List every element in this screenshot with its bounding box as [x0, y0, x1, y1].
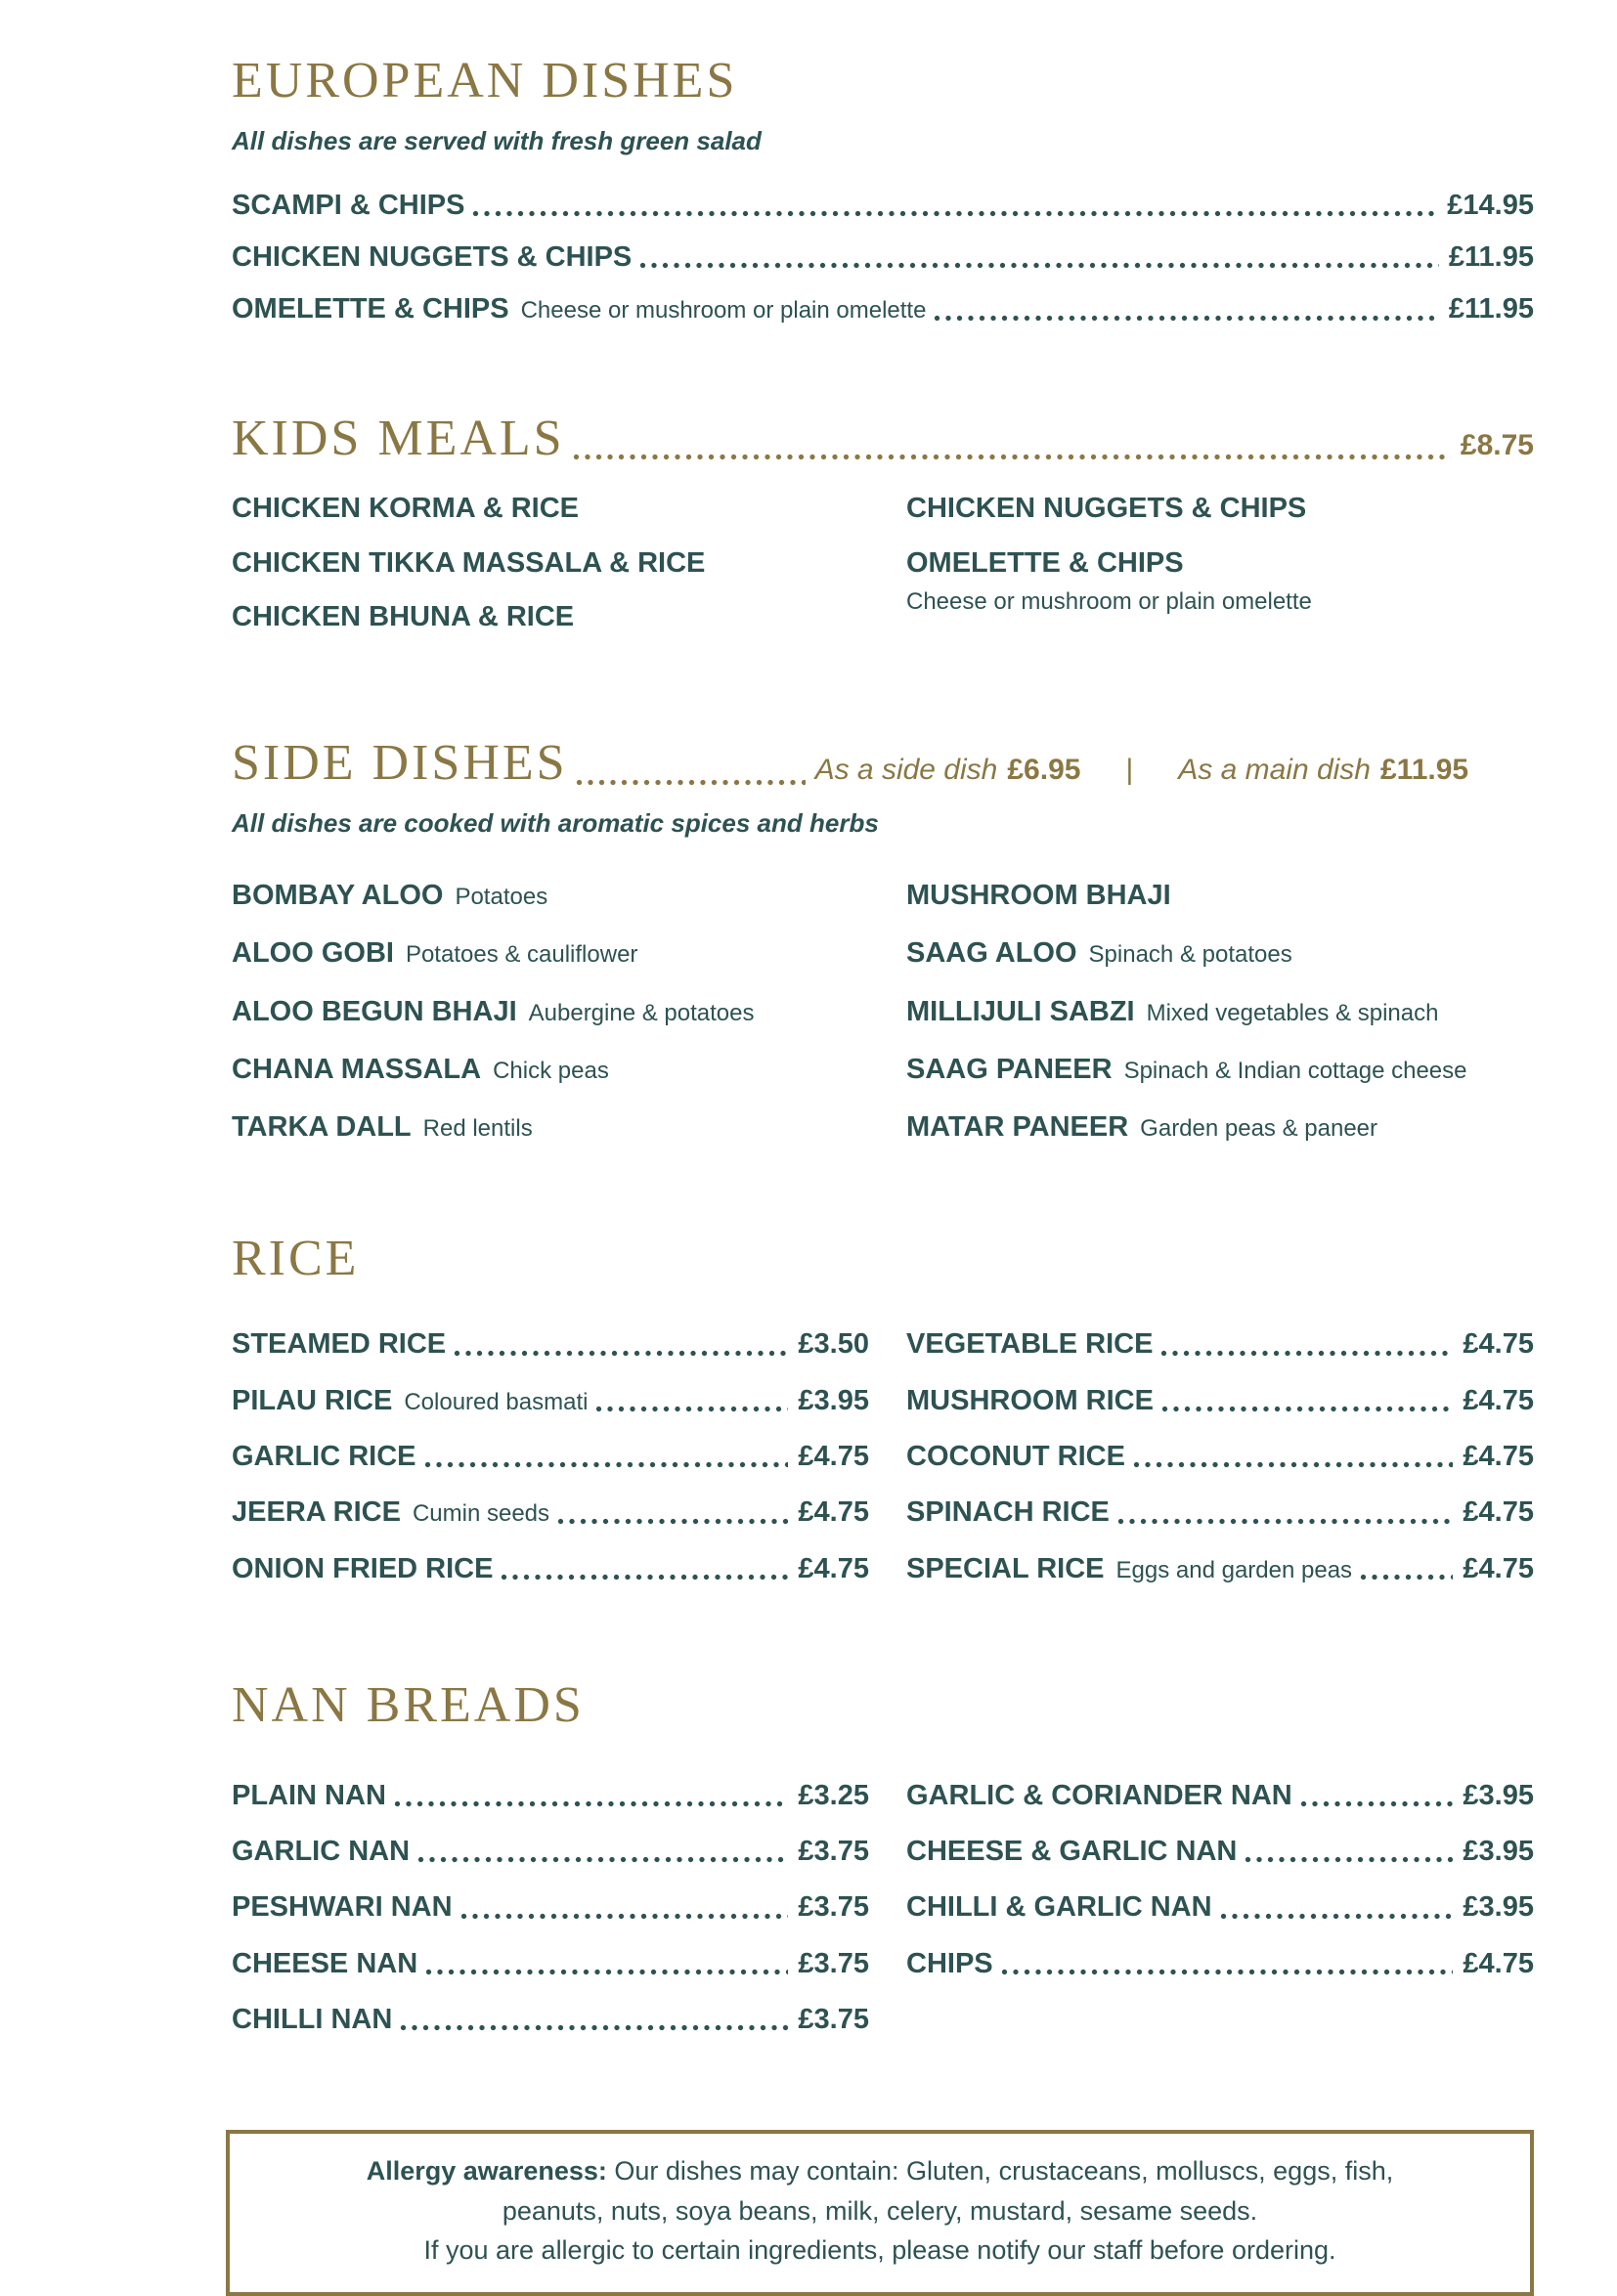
dot-leader	[573, 454, 1451, 460]
item-name: JEERA RICE	[232, 1496, 401, 1529]
section-title-sides: SIDE DISHES	[232, 735, 568, 792]
dot-leader	[417, 1856, 788, 1863]
kids-meals-price: £8.75	[1460, 428, 1534, 461]
allergy-line-3: If you are allergic to certain ingredients, please notify our staff before ordering.	[423, 2235, 1336, 2266]
item-description: Aubergine & potatoes	[528, 999, 755, 1026]
dot-leader	[472, 210, 1437, 217]
item-name: CHILLI & GARLIC NAN	[906, 1891, 1212, 1924]
dot-leader	[1001, 1969, 1454, 1975]
item-name: MATAR PANEER	[906, 1111, 1129, 1144]
item-price: £3.25	[798, 1779, 869, 1811]
item-price: £4.75	[1463, 1947, 1534, 1979]
item-price: £14.95	[1447, 189, 1534, 221]
section-subtitle-european: All dishes are served with fresh green salad	[232, 125, 762, 155]
dot-leader	[1360, 1574, 1453, 1581]
side-dishes-header	[232, 737, 1534, 791]
item-price: £4.75	[798, 1496, 869, 1529]
item-name: SCAMPI & CHIPS	[232, 189, 465, 221]
item-description: Eggs and garden peas	[1115, 1556, 1353, 1583]
section-title-rice: RICE	[232, 1230, 360, 1286]
menu-item	[906, 1328, 1534, 1361]
item-description: Spinach & Indian cottage cheese	[1123, 1058, 1467, 1085]
menu-item	[906, 1553, 1534, 1585]
item-price: £4.75	[1463, 1328, 1534, 1361]
item-name: GARLIC NAN	[232, 1836, 411, 1867]
dot-leader	[400, 2024, 788, 2031]
item-description: Red lentils	[422, 1115, 533, 1143]
item-name: CHIPS	[906, 1947, 993, 1979]
item-price: £3.50	[798, 1328, 869, 1361]
item-name: BOMBAY ALOO	[232, 880, 444, 912]
nan-items-right	[883, 1780, 1534, 2060]
section-title-nan: NAN BREADS	[232, 1677, 585, 1734]
pricing-divider: |	[1125, 754, 1134, 787]
menu-item	[906, 1054, 1534, 1086]
item-name: CHANA MASSALA	[232, 1054, 482, 1086]
item-description: Garden peas & paneer	[1140, 1115, 1378, 1143]
item-name: PESHWARI NAN	[232, 1891, 453, 1924]
item-description: Chick peas	[493, 1058, 609, 1085]
section-title-european: EUROPEAN DISHES	[232, 53, 738, 108]
allergy-line-1	[259, 2151, 1501, 2191]
dot-leader	[639, 262, 1439, 269]
side-dish-items	[232, 880, 1534, 1170]
nan-items-left	[232, 1780, 883, 2060]
menu-item	[906, 996, 1534, 1028]
side-dish-pricing	[815, 754, 1081, 787]
dot-leader	[1161, 1406, 1453, 1412]
item-price: £3.75	[798, 1891, 869, 1924]
item-price: £4.75	[1463, 1496, 1534, 1529]
item-price: £11.95	[1448, 293, 1534, 325]
menu-item	[232, 1496, 869, 1529]
dot-leader	[595, 1406, 788, 1412]
item-description: Potatoes	[455, 884, 548, 911]
section-subtitle-sides: All dishes are cooked with aromatic spices and herbs	[232, 807, 879, 838]
item-name: MUSHROOM RICE	[906, 1384, 1154, 1416]
item-name: MUSHROOM BHAJI	[906, 880, 1171, 912]
rice-items-right	[883, 1328, 1534, 1609]
item-name: MILLIJULI SABZI	[906, 995, 1135, 1027]
menu-item	[906, 1948, 1534, 1980]
dot-leader	[1300, 1800, 1454, 1807]
item-description: Cheese or mushroom or plain omelette	[906, 588, 1312, 615]
item-description: Potatoes & cauliflower	[405, 941, 638, 969]
menu-item	[232, 1111, 869, 1144]
dot-leader	[425, 1969, 788, 1975]
item-name: COCONUT RICE	[906, 1441, 1125, 1473]
dot-leader	[424, 1461, 789, 1468]
european-items	[232, 190, 1534, 326]
menu-item	[232, 996, 869, 1028]
item-name: CHICKEN BHUNA & RICE	[232, 601, 575, 632]
item-name: OMELETTE & CHIPS	[232, 293, 509, 325]
menu-item	[232, 880, 869, 912]
side-dish-price: £6.95	[1007, 754, 1081, 787]
item-description: Spinach & potatoes	[1088, 941, 1292, 969]
item-name: CHEESE NAN	[232, 1947, 418, 1979]
main-dish-pricing	[1178, 754, 1468, 787]
item-price: £3.95	[1463, 1891, 1534, 1924]
allergy-awareness-box	[226, 2130, 1534, 2296]
section-nan-breads	[232, 1679, 1534, 2059]
item-name: CHICKEN NUGGETS & CHIPS	[906, 493, 1307, 525]
kids-meals-header	[232, 412, 1534, 466]
item-name: OMELETTE & CHIPS	[906, 546, 1184, 579]
item-name: CHICKEN TIKKA MASSALA & RICE	[232, 546, 706, 579]
dot-leader	[394, 1800, 789, 1807]
item-name: SAAG ALOO	[906, 937, 1077, 970]
dot-leader	[501, 1574, 788, 1581]
item-name: CHILLI NAN	[232, 2004, 393, 2036]
item-name: SPECIAL RICE	[906, 1552, 1105, 1584]
allergy-text-1: Our dishes may contain: Gluten, crustaceans, molluscs, eggs, fish,	[606, 2156, 1394, 2187]
item-name: ONION FRIED RICE	[232, 1552, 494, 1584]
main-dish-label: As a main dish	[1178, 754, 1371, 787]
menu-item	[906, 1111, 1534, 1144]
item-name: GARLIC RICE	[232, 1441, 416, 1473]
menu-item	[232, 190, 1534, 222]
section-european-dishes	[232, 55, 1534, 326]
menu-item	[232, 293, 1534, 325]
item-name: GARLIC & CORIANDER NAN	[906, 1779, 1292, 1811]
menu-item	[232, 1328, 869, 1361]
nan-items	[232, 1780, 1534, 2060]
menu-item	[906, 1385, 1534, 1417]
menu-item	[232, 1780, 869, 1812]
kids-items	[232, 493, 1534, 655]
item-name: CHICKEN NUGGETS & CHIPS	[232, 241, 633, 274]
dot-leader	[454, 1350, 788, 1357]
menu-item	[232, 1553, 869, 1585]
item-price: £3.75	[798, 1947, 869, 1979]
item-name: PLAIN NAN	[232, 1779, 386, 1811]
item-price: £4.75	[798, 1552, 869, 1584]
menu-item	[232, 1891, 869, 1924]
rice-items-left	[232, 1328, 883, 1609]
dot-leader	[934, 315, 1438, 322]
item-name: CHICKEN KORMA & RICE	[232, 493, 579, 525]
dot-leader	[1117, 1518, 1454, 1525]
item-name: TARKA DALL	[232, 1111, 412, 1144]
menu-item	[232, 1948, 869, 1980]
item-description: Mixed vegetables & spinach	[1146, 999, 1439, 1026]
item-name: ALOO BEGUN BHAJI	[232, 995, 517, 1027]
menu-item	[232, 1441, 869, 1473]
item-price: £11.95	[1448, 241, 1534, 274]
menu-item	[906, 1441, 1534, 1473]
menu-item	[906, 880, 1534, 912]
item-description: Cumin seeds	[412, 1500, 550, 1528]
side-items-right	[883, 880, 1534, 1170]
menu-item	[232, 1385, 869, 1417]
item-price: £4.75	[1463, 1384, 1534, 1416]
item-price: £4.75	[1463, 1441, 1534, 1473]
kids-items-left	[232, 493, 883, 655]
item-name: CHEESE & GARLIC NAN	[906, 1836, 1238, 1867]
item-name: SAAG PANEER	[906, 1054, 1113, 1086]
dot-leader	[557, 1518, 788, 1525]
item-description: Coloured basmati	[404, 1388, 589, 1415]
kids-items-right	[883, 493, 1534, 655]
item-name: STEAMED RICE	[232, 1328, 447, 1361]
menu-item	[906, 1891, 1534, 1924]
dot-leader	[1220, 1913, 1454, 1920]
item-name: PILAU RICE	[232, 1384, 393, 1416]
menu-item	[906, 1780, 1534, 1812]
menu-item	[906, 937, 1534, 970]
section-side-dishes	[232, 737, 1534, 1169]
dot-leader	[1133, 1461, 1453, 1468]
item-price: £3.95	[1463, 1836, 1534, 1867]
item-name: VEGETABLE RICE	[906, 1328, 1154, 1361]
section-rice	[232, 1230, 1534, 1609]
item-description: Cheese or mushroom or plain omelette	[520, 297, 927, 325]
section-title-kids: KIDS MEALS	[232, 410, 565, 466]
side-items-left	[232, 880, 883, 1170]
rice-items	[232, 1328, 1534, 1609]
menu-item	[906, 1496, 1534, 1529]
side-dish-label: As a side dish	[814, 754, 998, 787]
item-name: SPINACH RICE	[906, 1496, 1110, 1529]
allergy-label: Allergy awareness:	[366, 2156, 607, 2187]
dot-leader	[1160, 1350, 1453, 1357]
menu-item	[232, 2004, 869, 2036]
dot-leader	[1245, 1856, 1453, 1863]
allergy-line-2: peanuts, nuts, soya beans, milk, celery, mustard, sesame seeds.	[502, 2195, 1258, 2226]
dot-leader	[460, 1913, 789, 1920]
item-price: £4.75	[1463, 1552, 1534, 1584]
item-name: ALOO GOBI	[232, 937, 394, 970]
item-price: £4.75	[798, 1441, 869, 1473]
menu-item	[232, 241, 1534, 274]
menu-item	[906, 1836, 1534, 1868]
main-dish-price: £11.95	[1380, 754, 1469, 787]
item-price: £3.75	[798, 1836, 869, 1867]
item-price: £3.95	[798, 1384, 869, 1416]
menu-item	[232, 1836, 869, 1868]
menu-item	[232, 1054, 869, 1086]
dot-leader	[576, 779, 806, 786]
item-price: £3.75	[798, 2004, 869, 2036]
menu-item	[232, 937, 869, 970]
item-price: £3.95	[1463, 1779, 1534, 1811]
section-kids-meals	[232, 412, 1534, 656]
